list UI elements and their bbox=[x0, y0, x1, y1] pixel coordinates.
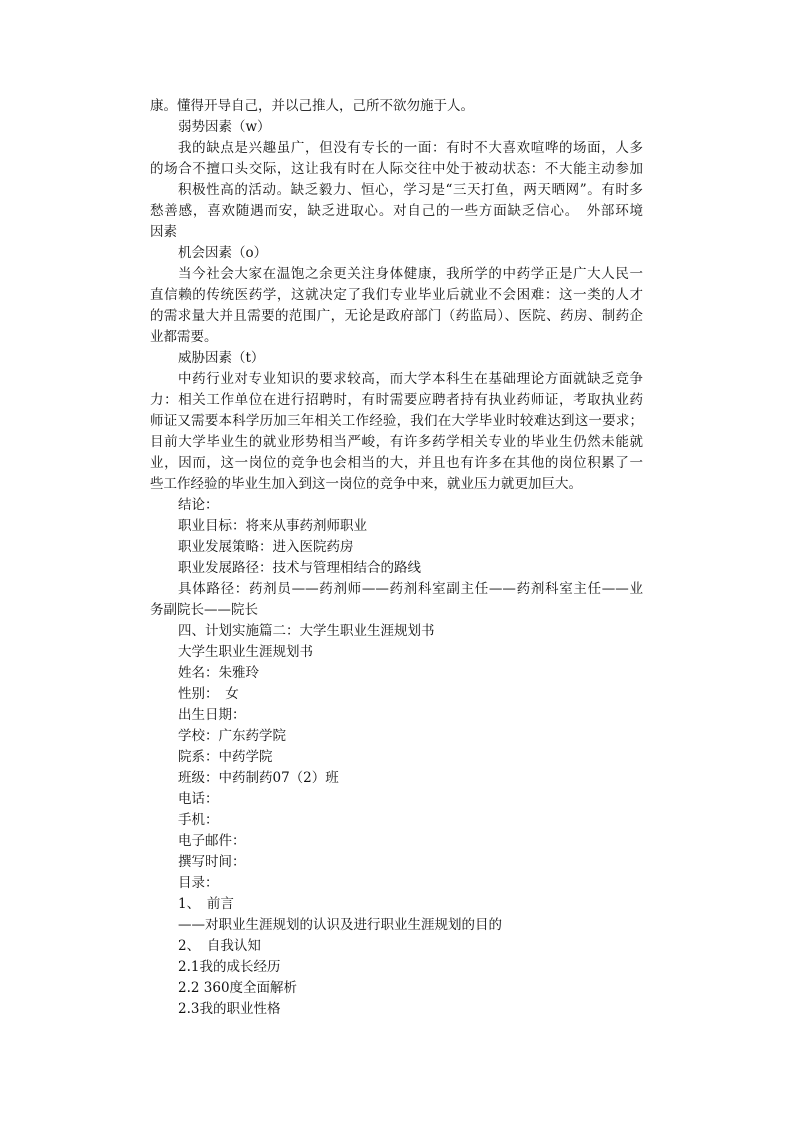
toc-item: 1、 前言 bbox=[178, 896, 234, 912]
field-phone: 电话： bbox=[178, 791, 219, 807]
text-line: 愁善感，喜欢随遇而安，缺乏进取心。对自己的一些方面缺乏信心。 外部环境 bbox=[150, 203, 643, 219]
field-gender: 性别： 女 bbox=[178, 686, 239, 702]
career-path: 职业发展路径：技术与管理相结合的路线 bbox=[178, 560, 421, 576]
field-name: 姓名：朱雅玲 bbox=[178, 665, 259, 681]
field-email: 电子邮件： bbox=[178, 833, 246, 849]
specific-path: 具体路径：药剂员——药剂师——药剂科室副主任——药剂科室主任——业 bbox=[178, 581, 643, 597]
conclusion-heading: 结论： bbox=[178, 497, 219, 513]
text-line: 的需求量大并且需要的范围广，无论是政府部门（药监局）、医院、药房、制药企 bbox=[150, 308, 643, 324]
section-heading-opportunity: 机会因素（o） bbox=[178, 245, 268, 261]
field-department: 院系：中药学院 bbox=[178, 749, 273, 765]
field-class: 班级：中药制药07（2）班 bbox=[178, 770, 339, 786]
text-line: 因素 bbox=[150, 224, 177, 240]
text-line: 目前大学毕业生的就业形势相当严峻，有许多药学相关专业的毕业生仍然未能就 bbox=[150, 434, 643, 450]
text-line: 直信赖的传统医药学，这就决定了我们专业毕业后就业不会困难：这一类的人才 bbox=[150, 287, 643, 303]
text-line: 积极性高的活动。缺乏毅力、恒心，学习是“三天打鱼，两天晒网”。有时多 bbox=[178, 182, 643, 198]
toc-item: 2.3我的职业性格 bbox=[178, 1001, 281, 1017]
toc-item: 2.1我的成长经历 bbox=[178, 959, 281, 975]
section-heading-threat: 威胁因素（t） bbox=[178, 350, 265, 366]
text-line: 些工作经验的毕业生加入到这一岗位的竞争中来，就业压力就更加巨大。 bbox=[150, 476, 582, 492]
section-heading-weakness: 弱势因素（w） bbox=[178, 119, 271, 135]
field-written-date: 撰写时间： bbox=[178, 854, 246, 870]
text-line: 的场合不擅口头交际，这让我有时在人际交往中处于被动状态：不大能主动参加 bbox=[150, 161, 643, 177]
toc-item: ——对职业生涯规划的认识及进行职业生涯规划的目的 bbox=[178, 917, 502, 933]
document-title: 大学生职业生涯规划书 bbox=[178, 644, 313, 660]
career-goal: 职业目标：将来从事药剂师职业 bbox=[178, 518, 367, 534]
text-line: 我的缺点是兴趣虽广，但没有专长的一面：有时不大喜欢喧哗的场面，人多 bbox=[178, 140, 643, 156]
toc-item: 2.2 360度全面解析 bbox=[178, 980, 298, 996]
field-birthdate: 出生日期： bbox=[178, 707, 246, 723]
career-strategy: 职业发展策略：进入医院药房 bbox=[178, 539, 354, 555]
text-line: 康。懂得开导自己，并以己推人，己所不欲勿施于人。 bbox=[150, 98, 474, 114]
section-heading-plan: 四、计划实施篇二：大学生职业生涯规划书 bbox=[178, 623, 435, 639]
toc-item: 2、 自我认知 bbox=[178, 938, 261, 954]
field-school: 学校：广东药学院 bbox=[178, 728, 286, 744]
text-line: 力：相关工作单位在进行招聘时，有时需要应聘者持有执业药师证，考取执业药 bbox=[150, 392, 643, 408]
text-line: 业，因而，这一岗位的竞争也会相当的大，并且也有许多在其他的岗位积累了一 bbox=[150, 455, 643, 471]
text-line: 师证又需要本科学历加三年相关工作经验，我们在大学毕业时较难达到这一要求； bbox=[150, 413, 643, 429]
field-mobile: 手机： bbox=[178, 812, 219, 828]
text-line: 务副院长——院长 bbox=[150, 602, 258, 618]
toc-heading: 目录： bbox=[178, 875, 219, 891]
text-line: 当今社会大家在温饱之余更关注身体健康，我所学的中药学正是广大人民一 bbox=[178, 266, 643, 282]
text-line: 业都需要。 bbox=[150, 329, 218, 345]
text-line: 中药行业对专业知识的要求较高，而大学本科生在基础理论方面就缺乏竞争 bbox=[178, 371, 643, 387]
